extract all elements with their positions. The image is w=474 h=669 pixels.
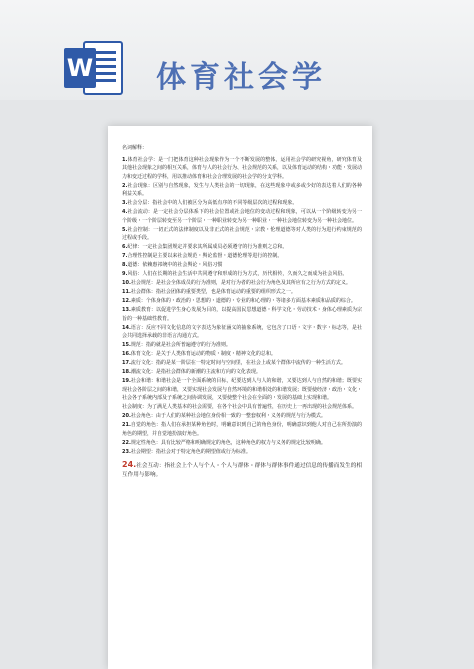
- entry-number-dot: .: [125, 244, 128, 250]
- entry-number: 18: [122, 369, 129, 375]
- entry-text: 流行文化：指的是某一阶层在一特定时间与空间里，在社会上或某个群体中流传的一种生活方式。: [130, 360, 346, 366]
- entry-number: 21: [122, 422, 129, 428]
- svg-text:W: W: [66, 54, 94, 82]
- entry-number: 11: [122, 289, 129, 295]
- entry-text: 社会控制：一切正式的法律制度以及非正式的社会规范・宗教・伦理道德等对人类的行为进行约束规范的过程或手段。: [122, 226, 362, 241]
- entry-text: 社会制度：为了满足人类基本的社会需要，在各个社会中具有普遍性，在历史上一再出现的社会规范体系。: [122, 404, 358, 410]
- entry-number: 1: [122, 156, 126, 163]
- entry-number: 10: [122, 280, 129, 286]
- entry-text: 规定性角色：具有比较严格和明确规定的角色，这种角色的权力与义务的规定比较明确。: [130, 439, 326, 446]
- entry-number: 15: [122, 342, 129, 348]
- entry-number-dot: .: [133, 460, 137, 469]
- entry-text: 语言：反应不同文化信息的文字表达为象征涵义的抽象系统，它包含了口语・文字・数字・标志等，是社会共同选择承载的非语言沟通方式。: [122, 324, 362, 339]
- entry-number: 3: [122, 200, 126, 206]
- entry-text: 体育社会学：是一门把体育这种社会现象作为一个不断发展的整体，运用社会学的研究视角，研究体育及其他社会现象之间的相互关系，体育与人的社会行为、社会规范的关系，以及体育运动的结构・功能・发展动力和变迁过程的学科，用以推动体育和社会合理发展的社会学的分支学科。: [122, 156, 363, 180]
- document-page: [108, 126, 372, 669]
- entry-number-dot: .: [128, 324, 131, 331]
- definition-entry: [122, 252, 362, 261]
- entry-number-dot: .: [128, 360, 131, 366]
- entry-number-dot: .: [128, 439, 131, 446]
- entry-text: 体育文化：是关于人类体育运动的物质・制度・精神文化的总和。: [130, 351, 276, 357]
- entry-number: 2: [122, 182, 126, 189]
- entry-number-dot: .: [128, 413, 131, 419]
- entry-number-dot: .: [128, 289, 131, 295]
- entry-text: 社会角色：由于人们的某种社会地位身份相一致的一整套权利・义务的规范与行为模式。: [130, 413, 326, 419]
- entry-number: 13: [122, 307, 129, 313]
- document-title: 体育社会学: [156, 60, 326, 95]
- definition-entry: [122, 460, 362, 480]
- entry-number-dot: .: [128, 378, 131, 384]
- entry-number-dot: .: [125, 253, 128, 259]
- entry-text: 风俗：人们在长期的社会生活中共同遵守和形成的行为方式，历代相传，久而久之而成为社会风俗。: [127, 271, 348, 277]
- entry-number-dot: .: [125, 226, 128, 233]
- entry-text: 道德：依赖惠祁统中的社会舆论・风俗习惯: [127, 262, 223, 268]
- word-document-icon: [62, 40, 124, 96]
- entry-text: 社会流动：是一定社会分层体系下的社会位置或社会地位的变动过程和现象，可以从一个阶级转变为另一个阶级・一个阶层转变至另一个阶层・一种职业转变为另一种职业・一种社会地位转变为另一种社会地位。: [122, 209, 362, 224]
- definition-entry: [122, 156, 362, 182]
- definition-entry: [122, 403, 362, 412]
- entry-number: 9: [122, 271, 126, 277]
- entry-text: 社会群体：指社会团体的重要类型，也是体育运动的重要的组织形式之一。: [130, 289, 296, 295]
- definition-entry: [122, 279, 362, 288]
- entry-text: 规范：指的就是社会所普遍遵守的行为准则。: [130, 342, 231, 348]
- entry-text: 社会规范：是社会全体成员的行为准则，是对行为者的社会行为角色及其所应有之行为方式的定义。: [130, 280, 351, 286]
- page-header: [0, 0, 474, 100]
- entry-number: 17: [122, 360, 129, 366]
- definition-entry: [122, 288, 362, 297]
- entry-number: 6: [122, 244, 126, 250]
- entry-text: 社会和谐：和谐社会是一个全面系统的目标，纪要达到人与人的和谐，又要达到人与自然的和谐；既要实现社会各阶层之间的和谐，又要实现社会发展与自然环境的和谐相处的和谐发展；既要使经济・政治・文化・社会各子系统内部及子系统之间协调发展，又要使整个社会在全面的・发展的基础上实现和谐。: [122, 378, 363, 401]
- section-heading: 名词解释：: [122, 145, 148, 151]
- entry-number-dot: .: [128, 351, 131, 357]
- definition-entry: [122, 368, 362, 377]
- entry-number: 8: [122, 262, 126, 268]
- entry-number: 20: [122, 413, 129, 419]
- entry-number-dot: .: [125, 182, 128, 189]
- entry-text: 潮流文化：是指社会群体的新潮的主流和方向的文化表现。: [130, 369, 261, 375]
- entry-text: 社会互动：指社会上个人与个人・个人与群体・群体与群体事件通过信息的传播而发生的相互作用与影响。: [122, 463, 362, 478]
- entry-number: 7: [122, 253, 126, 259]
- entry-number: 23: [122, 448, 129, 455]
- entry-number: 14: [122, 324, 129, 331]
- definition-entry: [122, 226, 362, 243]
- entry-number-dot: .: [128, 422, 131, 428]
- definition-entry: [122, 243, 362, 252]
- entry-number-dot: .: [128, 448, 131, 455]
- definition-entry: [122, 261, 362, 270]
- definition-entry: [122, 182, 362, 199]
- entry-number: 12: [122, 298, 129, 304]
- entry-number-dot: .: [128, 307, 131, 313]
- definition-entry: [122, 208, 362, 225]
- entry-number-dot: .: [128, 280, 131, 286]
- definition-entry: [122, 270, 362, 279]
- entry-number-dot: .: [128, 369, 131, 375]
- definition-entry: [122, 377, 362, 403]
- definition-entry: [122, 341, 362, 350]
- entry-text: 自觉的角色：指人们在承担某种角色时，明确意识到自己的角色身份，明确意识到他人对自己在所扮演的角色的期望，并自觉地扮演好角色。: [122, 422, 362, 437]
- definition-entry: [122, 412, 362, 421]
- entry-number-dot: .: [128, 298, 131, 304]
- entry-text: 素质教育：以促进学生身心发展为目的，以提高国民思想道德・科学文化・劳动技术・身体心理素质为宗旨的一种基础性教育。: [122, 307, 362, 322]
- definition-entry: [122, 297, 362, 306]
- entry-text: 合理性控制是主要以来社会规范・舆论监督・道德伦理等进行的控制。: [127, 253, 283, 259]
- entry-text: 素质：个体身体的・政治的・思想的・道德的・专业的和心理的・等诸多方面基本素质和品质的综合。: [130, 298, 356, 304]
- entry-text: 社会期望：指社会对于特定角色的期望值或行为标准。: [130, 448, 251, 455]
- entry-number-dot: .: [125, 200, 128, 206]
- document-body: [122, 144, 362, 481]
- entry-number: 16: [122, 351, 129, 357]
- entry-number: 4: [122, 209, 126, 215]
- entry-number-dot: .: [125, 262, 128, 268]
- entry-number-dot: .: [125, 271, 128, 277]
- definition-entry: [122, 421, 362, 438]
- definition-entry: [122, 439, 362, 448]
- definition-list: [122, 156, 362, 481]
- definition-entry: [122, 350, 362, 359]
- entry-number: 22: [122, 439, 129, 446]
- entry-number: 19: [122, 378, 129, 384]
- definition-entry: [122, 306, 362, 323]
- definition-entry: [122, 199, 362, 208]
- entry-text: 纪律：一定社会集团规定并要求其所属成员必须遵守的行为准则之总和。: [127, 244, 288, 250]
- entry-number: 24: [122, 460, 134, 469]
- entry-number-dot: .: [128, 342, 131, 348]
- entry-number-dot: .: [125, 156, 128, 163]
- entry-text: 社会现象：区别与自然现象，发生与人类社会的一切现象，在这些现象中或多或少好的表达着人们的各种利益关系。: [122, 182, 362, 197]
- definition-entry: [122, 448, 362, 457]
- entry-text: 社会分层：指社会中的人们被区分为高低有序的不同等级层次的过程和现象。: [127, 200, 298, 206]
- entry-number: 5: [122, 226, 126, 233]
- entry-number-dot: .: [125, 209, 128, 215]
- definition-entry: [122, 324, 362, 341]
- definition-entry: [122, 359, 362, 368]
